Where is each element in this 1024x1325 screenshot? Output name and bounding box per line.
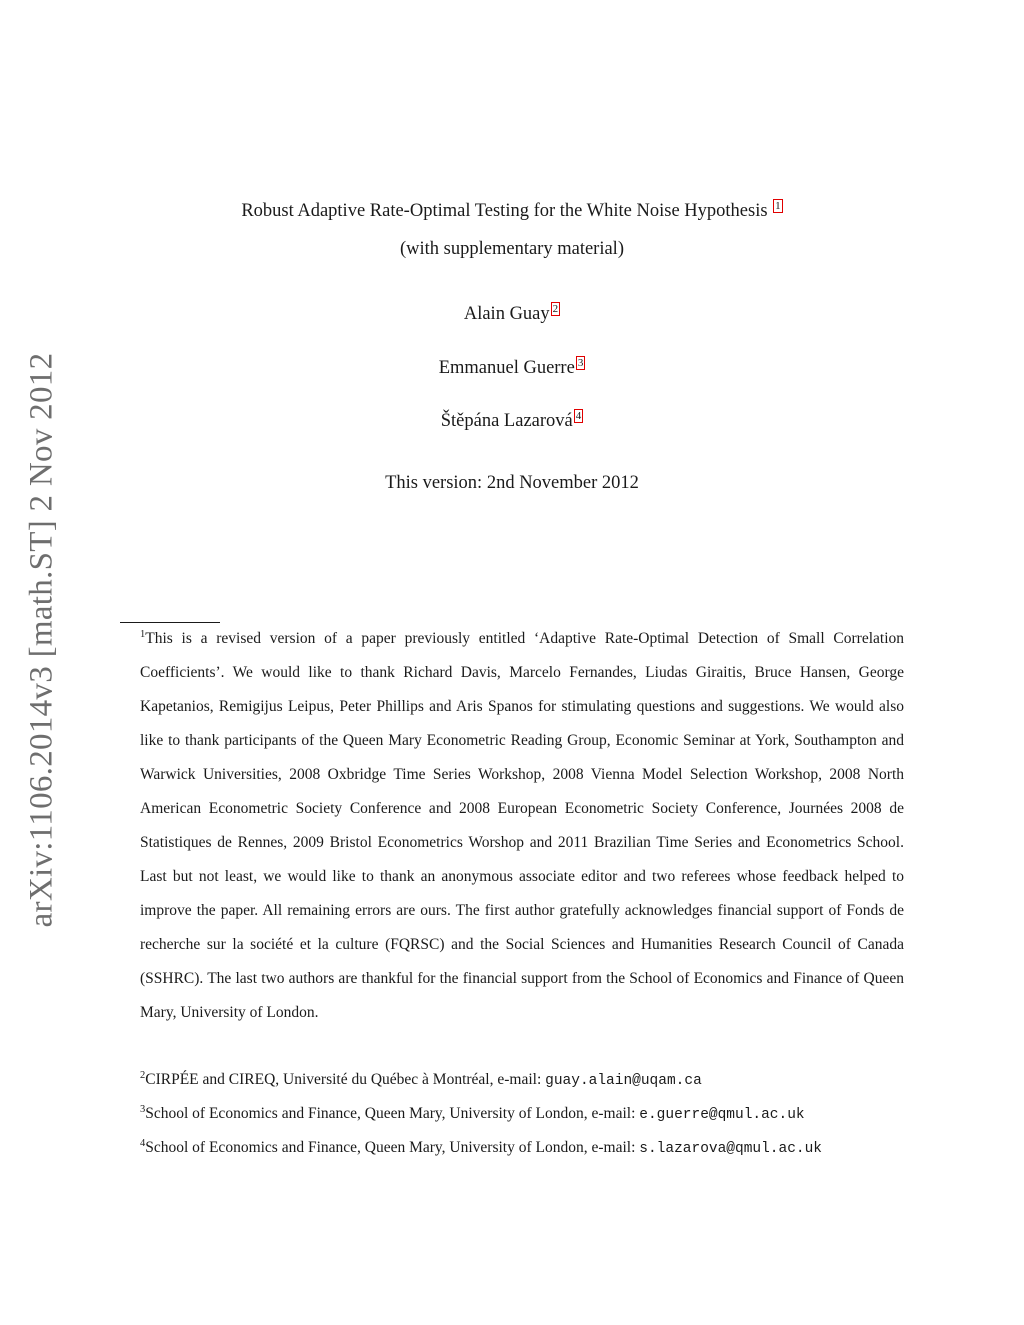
footnote-mark: 2 bbox=[140, 1070, 146, 1081]
footnote-text: This is a revised version of a paper previously entitled ‘Adaptive Rate-Optimal Detection of Small Correlation Coefficients’. We would like to thank Richard Davis, Marcelo Fernandes, Liudas Giraitis, Bruce Hansen, George Kapetanios, Remigijus Leipus, Peter Phillips and Aris Spanos for stimulating questions and suggestions. We would also like to thank participants of the Queen Mary Econometric Reading Group, Economic Seminar at York, Southampton and Warwick Universities, 2008 Oxbridge Time Series Workshop, 2008 Vienna Model Selection Workshop, 2008 North American Econometric Society Conference and 2008 European Econometric Society Conference, Journées 2008 de Statistiques de Rennes, 2009 Bristol Econometrics Worshop and 2011 Brazilian Time Series and Econometrics School. Last but not least, we would like to thank an anonymous associate editor and two referees whose feedback helped to improve the paper. All remaining errors are ours. The first author gratefully acknowledges financial support of Fonds de recherche sur la société et la culture (FQRSC) and the Social Sciences and Humanities Research Council of Canada (SSHRC). The last two authors are thankful for the financial support from the School of Economics and Finance of Queen Mary, University of London. bbox=[140, 630, 904, 1021]
arxiv-stamp: arXiv:1106.2014v3 [math.ST] 2 Nov 2012 bbox=[23, 352, 60, 928]
email-link[interactable]: s.lazarova@qmul.ac.uk bbox=[639, 1141, 823, 1157]
author-name: Štěpána Lazarová bbox=[440, 411, 573, 431]
author-name: Alain Guay bbox=[463, 304, 550, 324]
author-footnote-link[interactable]: 2 bbox=[552, 303, 559, 315]
paper-subtitle: (with supplementary material) bbox=[400, 239, 624, 259]
paper-title: Robust Adaptive Rate-Optimal Testing for the White Noise Hypothesis bbox=[241, 201, 768, 221]
title-footnote-link[interactable]: 1 bbox=[775, 200, 781, 212]
footnote-text: CIRPÉE and CIREQ, Université du Québec à Montréal, e-mail: bbox=[145, 1071, 546, 1088]
footnote-3 bbox=[140, 1104, 904, 1125]
footnote-text: School of Economics and Finance, Queen Mary, University of London, e-mail: bbox=[145, 1105, 640, 1122]
footnote-mark: 3 bbox=[140, 1104, 146, 1115]
author-guay bbox=[0, 302, 1024, 325]
paper-title-line bbox=[0, 199, 1024, 222]
version-date: This version: 2nd November 2012 bbox=[385, 473, 639, 493]
footnote-mark: 1 bbox=[140, 629, 146, 640]
email-link[interactable]: e.guerre@qmul.ac.uk bbox=[639, 1107, 805, 1123]
author-footnote-link[interactable]: 3 bbox=[577, 357, 584, 369]
author-name: Emmanuel Guerre bbox=[438, 358, 575, 378]
footnote-1 bbox=[120, 622, 904, 1030]
footnote-text: School of Economics and Finance, Queen Mary, University of London, e-mail: bbox=[145, 1139, 640, 1156]
author-lazarova bbox=[0, 409, 1024, 432]
author-footnote-link[interactable]: 4 bbox=[575, 410, 582, 422]
footnote-2 bbox=[140, 1070, 904, 1091]
author-guerre bbox=[0, 356, 1024, 379]
email-link[interactable]: guay.alain@uqam.ca bbox=[545, 1073, 702, 1089]
footnote-4 bbox=[140, 1138, 904, 1159]
footnote-mark: 4 bbox=[140, 1138, 146, 1149]
